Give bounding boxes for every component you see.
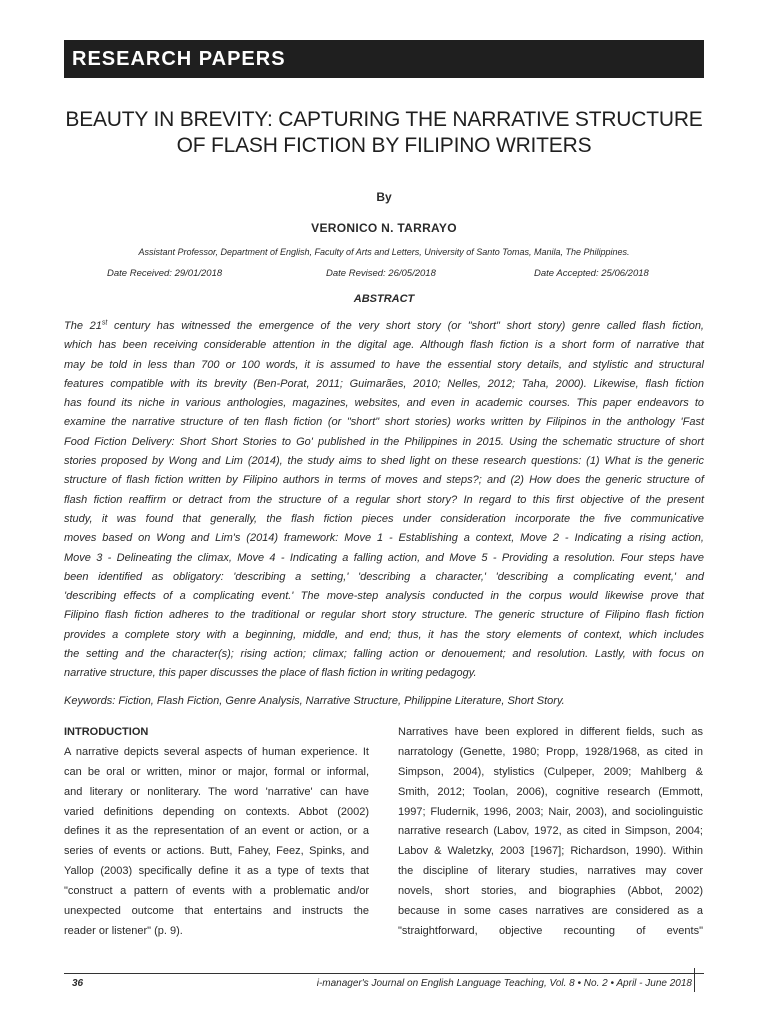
date-revised: Date Revised: 26/05/2018: [326, 268, 436, 279]
paragraph-line: can be oral or written, minor or major, formal or informal,: [64, 765, 369, 778]
abstract-line: may be told in less than 700 or 100 words, it is assumed to have the essential story details, and stylistic and structural: [64, 358, 704, 371]
abstract-line: been identified as obligatory: 'describing a setting,' 'describing a character,' 'describing a complicating event,' and: [64, 570, 704, 583]
abstract-line: Filipino flash fiction adheres to the traditional or regular short story structure. The generic structure of Filipino flash fiction: [64, 609, 704, 622]
by-label: By: [376, 190, 392, 204]
paragraph-line: because in some cases narratives are considered as a: [398, 905, 703, 918]
page-number: 36: [72, 978, 84, 989]
title-line: BEAUTY IN BREVITY: CAPTURING THE NARRATIVE STRUCTURE: [65, 108, 703, 131]
abstract-line: study, it was found that generally, the flash fiction pieces under consideration incorporate the five communicative: [64, 512, 704, 525]
date-received: Date Received: 29/01/2018: [107, 268, 223, 279]
paragraph-line: and literary or nonliterary. The word 'narrative' can have: [64, 785, 369, 798]
title-line: OF FLASH FICTION BY FILIPINO WRITERS: [176, 134, 592, 157]
abstract-line: The 21st century has witnessed the emergence of the very short story (or "short" short story) genre called flash fiction,: [64, 319, 704, 332]
paragraph-line: narrative research (Labov, 1972, as cited in Simpson, 2004;: [398, 825, 703, 838]
paragraph-line: Smith, 2012; Toolan, 2006), cognitive research (Emmott,: [398, 785, 703, 798]
left-column: [64, 723, 369, 942]
author-affiliation: Assistant Professor, Department of English, Faculty of Arts and Letters, University of Santo Tomas, Manila, The Philippines.: [138, 247, 630, 257]
footer-divider: [694, 968, 695, 992]
abstract-line: examine the narrative structure of ten flash fiction (or "short" short stories) works written by Filipinos in the anthology 'Fast: [64, 416, 704, 429]
introduction-heading: INTRODUCTION: [64, 726, 149, 738]
journal-citation: i-manager's Journal on English Language Teaching, Vol. 8 • No. 2 • April - June 2018: [316, 978, 692, 989]
paragraph-line: Yallop (2003) specifically define it as a type of texts that: [64, 865, 369, 878]
paragraph-line: unexpected outcome that entertains and instructs the: [64, 905, 369, 918]
section-banner: RESEARCH PAPERS: [64, 40, 704, 78]
paragraph-line: narratology (Genette, 1980; Propp, 1928/1968, as cited in: [398, 745, 703, 758]
abstract-line: provides a complete story with a beginning, middle, and end; thus, it has the story elements of context, which includes: [64, 628, 704, 641]
abstract-line: features compatible with its brevity (Ben-Porat, 2011; Guimarães, 2010; Nelles, 2012; Taha, 2000). Likewise, flash fiction: [64, 377, 704, 390]
footer-rule: [64, 973, 704, 974]
paragraph-line: defines it as the representation of an event or action, or a: [64, 825, 369, 838]
abstract-line: which has been receiving considerable attention in the digital age. Although flash fiction is a short form of narrative that: [64, 339, 704, 352]
abstract-line: stories proposed by Wong and Lim (2014), the study aims to shed light on these research questions: (1) What is the generic: [64, 455, 704, 468]
paragraph-line: Labov & Waletzky, 2003 [1967]; Richardson, 1990). Within: [398, 845, 703, 858]
date-accepted: Date Accepted: 25/06/2018: [534, 268, 649, 279]
paragraph-line: Narratives have been explored in different fields, such as: [398, 726, 703, 738]
paragraph-line: "straightforward, objective recounting of events": [398, 924, 703, 937]
paper-title: [64, 107, 704, 159]
abstract-line: Move 3 - Delineating the climax, Move 4 - Indicating a falling action, and Move 5 - Providing a resolution. Four steps have: [64, 551, 704, 564]
paragraph-line: varied definitions depending on contexts. Abbot (2002): [64, 805, 369, 818]
abstract-heading: ABSTRACT: [353, 293, 415, 305]
abstract-line: moves based on Wong and Lim's (2014) framework: Move 1 - Establishing a context, Move 2 - Indicating a rising action,: [64, 532, 704, 545]
author-name: VERONICO N. TARRAYO: [311, 221, 457, 235]
abstract-line: structure of flash fiction written by Filipino authors in terms of moves and steps?; and (2) How does the generic structure of: [64, 474, 704, 487]
paragraph-line: Simpson, 2004), stylistics (Culpeper, 2009; Mahlberg &: [398, 765, 703, 778]
abstract-line: narrative structure, this paper discusses the place of flash fiction in writing pedagogy.: [64, 667, 477, 680]
paragraph-line: novels, short stories, and biographies (Abbot, 2002): [398, 885, 703, 898]
right-column: [398, 723, 703, 942]
abstract-line: Food Fiction Delivery: Short Short Stories to Go' published in the Philippines in 2015. Using the schematic structure of short: [64, 435, 704, 448]
paragraph-line: reader or listener" (p. 9).: [64, 924, 183, 937]
abstract-line: 'describing effects of a complicating event.' The move-step analysis conducted in the corpus would likewise prove that: [64, 590, 704, 603]
paragraph-line: "construct a pattern of events with a problematic and/or: [64, 885, 369, 898]
abstract-line: has found its niche in various anthologies, magazines, websites, and even in academic courses. This paper endeavors to: [64, 397, 704, 410]
abstract-line: flash fiction reaffirm or detract from the structure of a regular short story? In regard to this first objective of the present: [64, 493, 704, 506]
keywords: Keywords: Fiction, Flash Fiction, Genre Analysis, Narrative Structure, Philippine Literature, Short Story.: [64, 695, 565, 707]
paragraph-line: series of events or actions. Butt, Fahey, Feez, Spinks, and: [64, 845, 369, 858]
abstract-body: [64, 317, 704, 684]
paragraph-line: 1997; Fludernik, 1996, 2003; Nair, 2003), and sociolinguistic: [398, 805, 703, 818]
abstract-line: the setting and the character(s); rising action; climax; falling action or denouement; and resolution. Lastly, with focus on: [64, 648, 704, 661]
paragraph-line: the discipline of literary studies, narratives may cover: [398, 865, 703, 878]
paragraph-line: A narrative depicts several aspects of human experience. It: [64, 745, 369, 758]
